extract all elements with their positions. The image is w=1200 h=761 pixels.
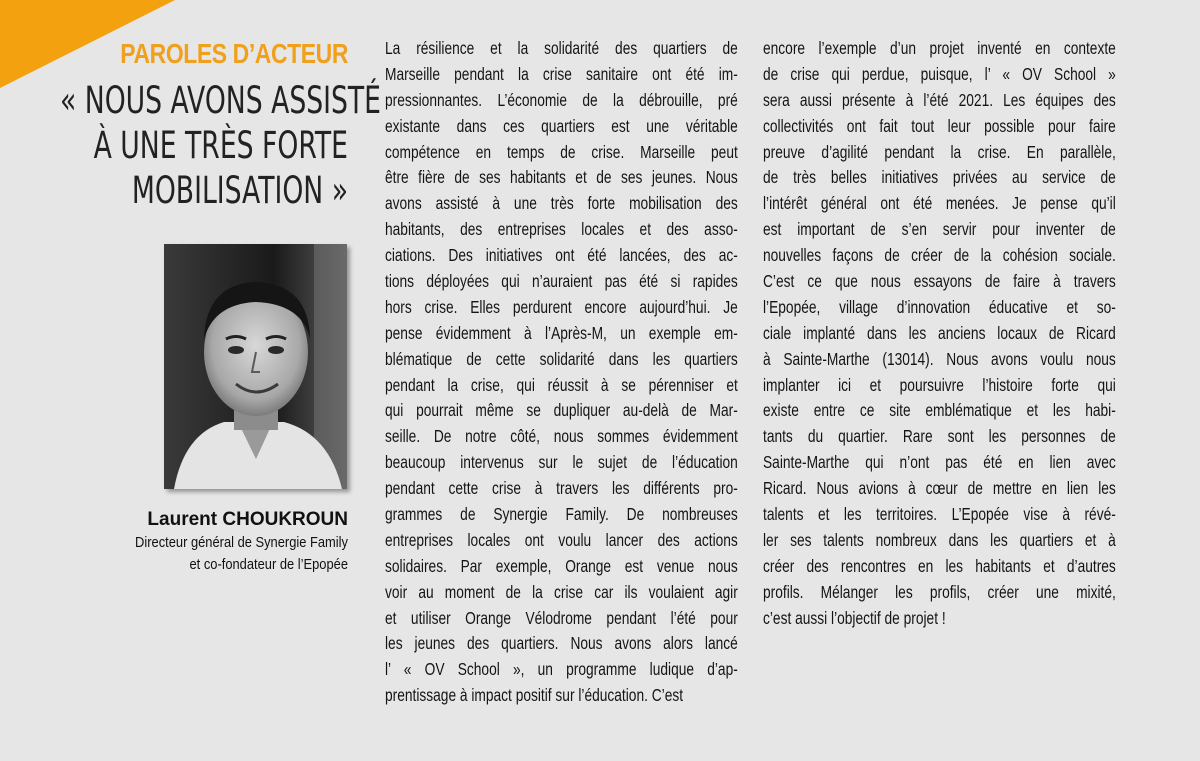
article-text-line: être fière de ses habitants et de ses jeunes. Nous <box>385 167 738 188</box>
article-text-line: habitants, des entreprises locales et des asso- <box>385 219 738 240</box>
article-text-line: pendant cette crise à travers les différents pro- <box>385 478 738 499</box>
article-text-line: existe entre ce site emblématique et les habi- <box>763 400 1116 421</box>
author-last-name: CHOUKROUN <box>222 509 348 530</box>
article-text-line: tions déployées qui n’auraient pas été si rapides <box>385 271 738 292</box>
article-text-line: encore l’exemple d’un projet inventé en contexte <box>763 38 1116 58</box>
article-text-line: Ricard. Nous avions à cœur de mettre en lien les <box>763 478 1116 499</box>
article-text-line: à Sainte-Marthe (13014). Nous avons voulu nous <box>763 348 1116 369</box>
article-text-line: prentissage à impact positif sur l’éducation. C’est <box>385 685 684 706</box>
article-text-line: est important de s’en servir pour inventer de <box>763 219 1116 240</box>
article-column-2 <box>763 36 1116 631</box>
article-text-line: pense évidemment à l’Après-M, un exemple em- <box>385 322 738 343</box>
article-text-line: nouvelles façons de créer de la cohésion sociale. <box>763 245 1116 266</box>
pull-quote <box>60 78 382 213</box>
article-text-line: seille. De notre côté, nous sommes évidemment <box>385 426 738 447</box>
article-text-line: et utiliser Orange Vélodrome pendant l’été pour <box>385 607 738 628</box>
article-text-line: sera aussi présente à l’été 2021. Les équipes des <box>763 89 1116 110</box>
article-text-line: Marseille pendant la crise sanitaire ont été im- <box>385 63 738 84</box>
article-text-line: existante dans ces quartiers est une véritable <box>385 115 738 136</box>
article-text-line: ciale implanté dans les anciens locaux de Ricard <box>763 322 1116 343</box>
article-text-line: l’Epopée, village d’innovation éducative et so- <box>763 296 1116 317</box>
article-text-line: créer des rencontres en les habitants et d’autres <box>763 555 1116 576</box>
sidebar-header <box>60 38 382 213</box>
portrait-illustration <box>164 244 347 489</box>
article-text-line: collectivités ont fait tout leur possible pour faire <box>763 115 1116 136</box>
pull-quote-line: À UNE TRÈS FORTE <box>93 124 348 167</box>
article-text-line: de crise qui perdue, puisque, l’ « OV School » <box>763 63 1116 84</box>
article-text-line: compétence en temps de crise. Marseille peut <box>385 141 738 162</box>
article-text-line: tants du quartier. Rare sont les personnes de <box>763 426 1116 447</box>
article-text-line: c’est aussi l’objectif de projet ! <box>763 607 946 628</box>
article-text-line: grammes de Synergie Family. De nombreuses <box>385 504 738 525</box>
article-column-1 <box>385 36 738 709</box>
article-text-line: blématique de cette solidarité dans les quartiers <box>385 348 738 369</box>
article-text-line: pendant la crise, qui réussit à se pérenniser et <box>385 374 738 395</box>
article-text-line: implanter ici et poursuivre l’histoire forte qui <box>763 374 1116 395</box>
article-text-line: profils. Mélanger les profils, créer une mixité, <box>763 581 1116 602</box>
pull-quote-line: « NOUS AVONS ASSISTÉ <box>60 79 382 122</box>
article-text-line: talents et les territoires. L’Epopée vise à révé- <box>763 504 1116 525</box>
author-role-line: et co-fondateur de l’Epopée <box>189 556 348 573</box>
article-text-line: ciations. Des initiatives ont été lancées, des ac- <box>385 245 738 266</box>
author-portrait-photo <box>164 244 347 489</box>
article-text-line: solidaires. Par exemple, Orange est venue nous <box>385 555 738 576</box>
article-text-line: pressionnantes. L’économie de la débrouille, pré <box>385 89 738 110</box>
article-text-line: l’ « OV School », un programme ludique d’ap- <box>385 659 738 680</box>
article-text-line: les jeunes des quartiers. Nous avons alors lancé <box>385 633 738 654</box>
author-first-name: Laurent <box>147 509 218 530</box>
article-text-line: qui pourrait même se dupliquer au-delà de Mar- <box>385 400 738 421</box>
article-text-line: l’intérêt général ont été menées. Je pense qu’il <box>763 193 1116 214</box>
author-block <box>60 508 348 576</box>
article-text-line: avons assisté à une très forte mobilisation des <box>385 193 738 214</box>
author-name <box>60 508 348 532</box>
article-text-line: Sainte-Marthe qui n’ont pas été en lien avec <box>763 452 1116 473</box>
article-text-line: C’est ce que nous essayons de faire à travers <box>763 271 1116 292</box>
pull-quote-line: MOBILISATION » <box>131 169 348 212</box>
article-text-line: hors crise. Elles perdurent encore aujourd’hui. Je <box>385 296 738 317</box>
article-text-line: ler ses talents nombreux dans les quartiers et à <box>763 529 1116 550</box>
section-kicker: PAROLES D’ACTEUR <box>120 38 348 69</box>
article-text-line: La résilience et la solidarité des quartiers de <box>385 38 738 58</box>
author-role-line: Directeur général de Synergie Family <box>135 534 348 551</box>
article-text-line: preuve d’agilité pendant la crise. En parallèle, <box>763 141 1116 162</box>
article-text-line: voir au moment de la crise car ils voulaient agir <box>385 581 738 602</box>
article-text-line: de très belles initiatives privées au service de <box>763 167 1116 188</box>
article-text-line: beaucoup intervenus sur le sujet de l’éducation <box>385 452 738 473</box>
article-text-line: entreprises locales ont voulu lancer des actions <box>385 529 738 550</box>
